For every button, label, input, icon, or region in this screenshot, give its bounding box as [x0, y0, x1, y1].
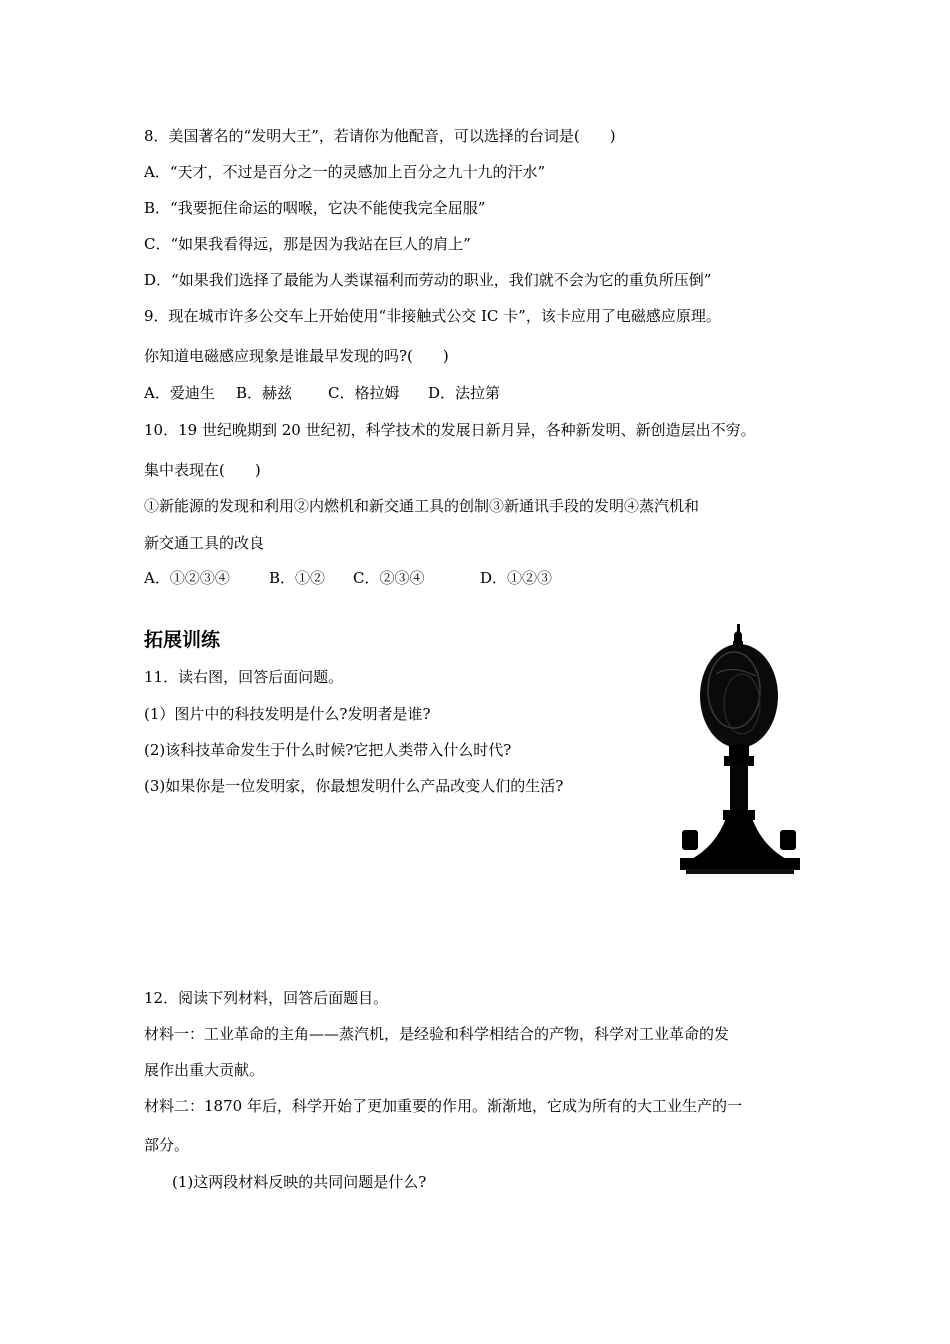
- q11-stem: 11．读右图，回答后面问题。: [144, 668, 344, 686]
- q12-stem: 12．阅读下列材料，回答后面题目。: [144, 989, 389, 1007]
- q9-option-b: B．赫兹: [236, 384, 293, 402]
- electric-lamp-icon: [676, 624, 806, 882]
- q10-options: [144, 568, 552, 588]
- q8-stem: 8．美国著名的“发明大王”，若请你为他配音，可以选择的台词是( ): [144, 127, 616, 145]
- q9-stem-line1: 9．现在城市许多公交车上开始使用“非接触式公交 IC 卡”，该卡应用了电磁感应原理。: [144, 307, 721, 325]
- q9-option-a: A．爱迪生: [144, 384, 215, 402]
- q10-option-c: C．②③④: [353, 569, 425, 587]
- q12-part1: (1)这两段材料反映的共同问题是什么?: [172, 1173, 427, 1191]
- q8-option-d: D．“如果我们选择了最能为人类谋福利而劳动的职业，我们就不会为它的重负所压倒”: [144, 271, 712, 289]
- q12-material2-line2: 部分。: [144, 1136, 190, 1154]
- q10-option-d: D．①②③: [480, 569, 553, 587]
- q10-items-line2: 新交通工具的改良: [144, 534, 265, 552]
- q10-option-a: A．①②③④: [144, 569, 230, 587]
- section-heading: 拓展训练: [144, 629, 221, 651]
- q8-option-b: B．“我要扼住命运的咽喉，它决不能使我完全屈服”: [144, 199, 486, 217]
- q8-option-a: A．“天才，不过是百分之一的灵感加上百分之九十九的汗水”: [144, 163, 546, 181]
- q11-part3: (3)如果你是一位发明家，你最想发明什么产品改变人们的生活?: [144, 777, 564, 795]
- q11-part1: (1）图片中的科技发明是什么?发明者是谁?: [144, 705, 431, 723]
- q9-option-d: D．法拉第: [428, 384, 501, 402]
- q10-option-b: B．①②: [269, 569, 326, 587]
- q9-options: [144, 383, 500, 403]
- q8-option-c: C．“如果我看得远，那是因为我站在巨人的肩上”: [144, 235, 471, 253]
- q11-part2: (2)该科技革命发生于什么时候?它把人类带入什么时代?: [144, 741, 512, 759]
- q12-material1-line1: 材料一：工业革命的主角——蒸汽机，是经验和科学相结合的产物，科学对工业革命的发: [144, 1025, 730, 1043]
- q9-stem-line2: 你知道电磁感应现象是谁最早发现的吗?( ): [144, 347, 449, 365]
- q12-material1-line2: 展作出重大贡献。: [144, 1061, 265, 1079]
- q10-items-line1: ①新能源的发现和利用②内燃机和新交通工具的创制③新通讯手段的发明④蒸汽机和: [144, 497, 700, 515]
- q10-stem-line1: 10．19 世纪晚期到 20 世纪初，科学技术的发展日新月异，各种新发明、新创造层出不穷。: [144, 421, 756, 439]
- invention-illustration: [676, 624, 806, 882]
- q12-material2-line1: 材料二：1870 年后，科学开始了更加重要的作用。渐渐地，它成为所有的大工业生产的一: [144, 1097, 742, 1115]
- q9-option-c: C．格拉姆: [328, 384, 400, 402]
- q10-stem-line2: 集中表现在( ): [144, 461, 261, 479]
